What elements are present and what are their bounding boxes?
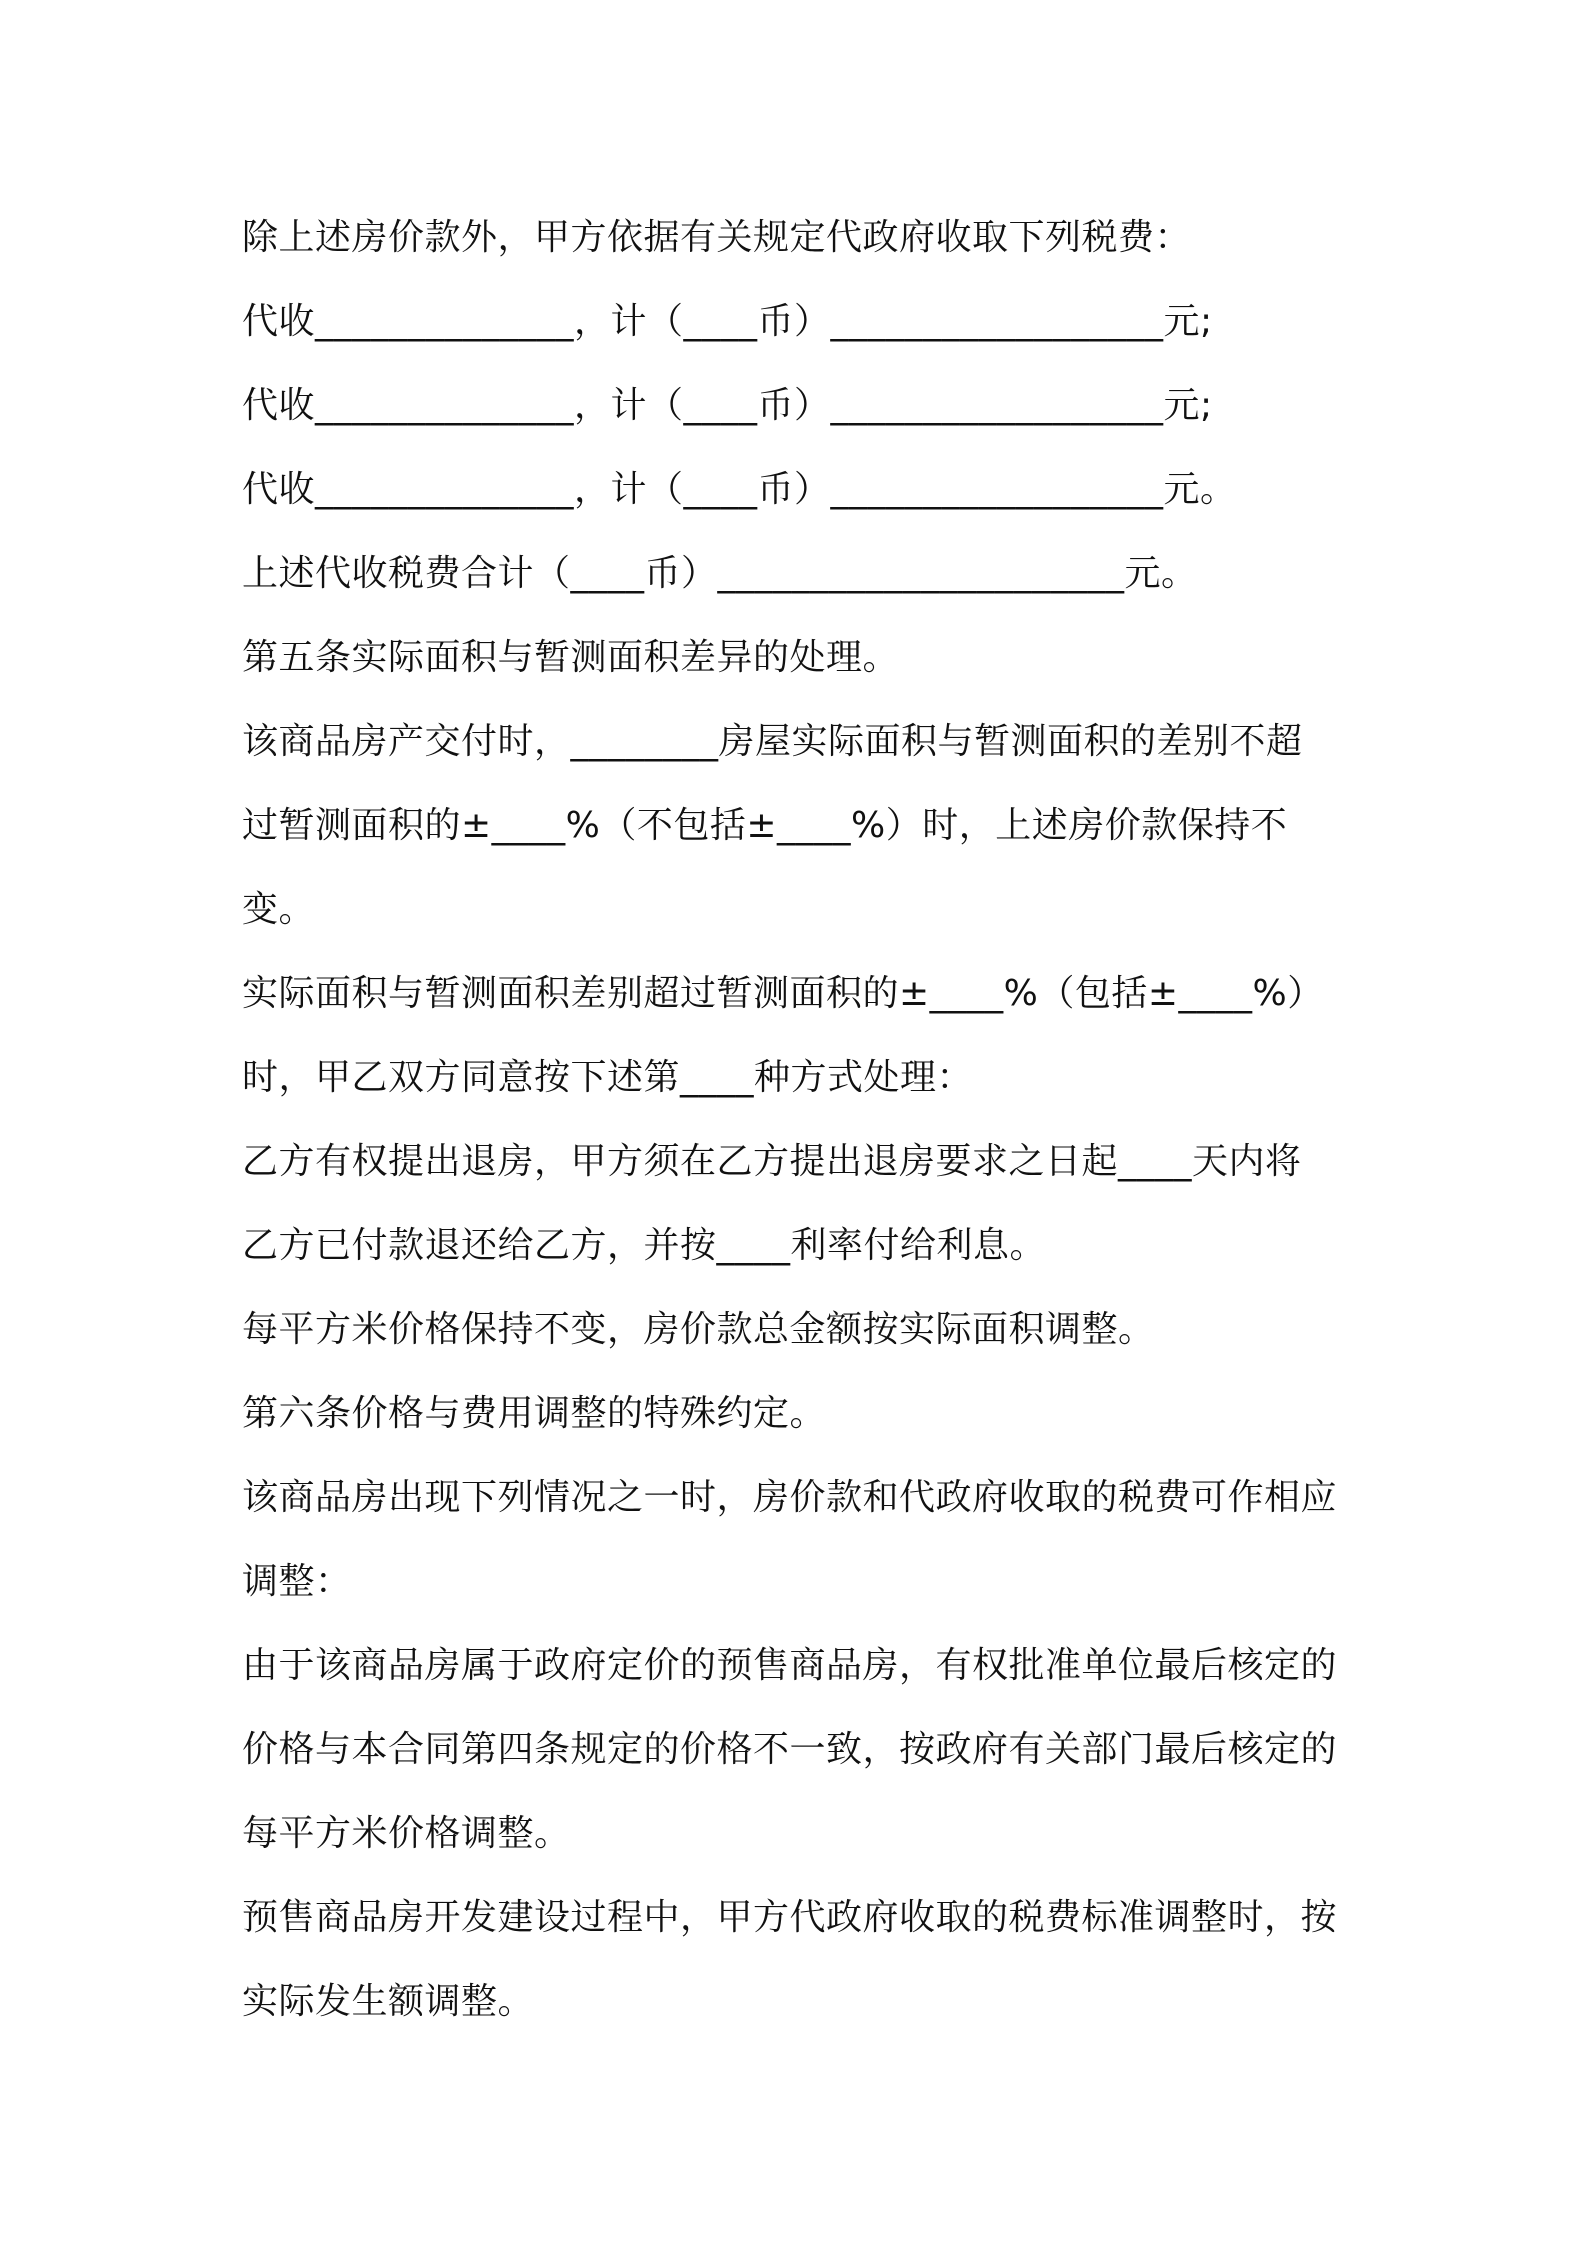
paragraph-line: 过暂测面积的±____%（不包括±____%）时，上述房价款保持不 <box>242 805 1288 846</box>
paragraph-line: 每平方米价格调整。 <box>242 1813 571 1854</box>
paragraph-line: 该商品房出现下列情况之一时，房价款和代政府收取的税费可作相应 <box>242 1477 1338 1518</box>
paragraph-line: 时，甲乙双方同意按下述第____种方式处理： <box>242 1057 974 1098</box>
section-heading: 第六条价格与费用调整的特殊约定。 <box>242 1393 827 1434</box>
document-body <box>242 196 1372 2044</box>
paragraph-line: 该商品房产交付时，________房屋实际面积与暂测面积的差别不超 <box>242 721 1303 762</box>
paragraph-line: 调整： <box>242 1561 352 1602</box>
paragraph-line: 乙方已付款退还给乙方，并按____利率付给利息。 <box>242 1225 1047 1266</box>
paragraph-line: 除上述房价款外，甲方依据有关规定代政府收取下列税费： <box>242 217 1192 258</box>
paragraph-line: 预售商品房开发建设过程中，甲方代政府收取的税费标准调整时，按 <box>242 1897 1338 1938</box>
paragraph-line: 每平方米价格保持不变，房价款总金额按实际面积调整。 <box>242 1309 1155 1350</box>
paragraph-line: 实际面积与暂测面积差别超过暂测面积的±____%（包括±____%） <box>242 973 1324 1014</box>
paragraph-line: 乙方有权提出退房，甲方须在乙方提出退房要求之日起____天内将 <box>242 1141 1302 1182</box>
paragraph-line: 实际发生额调整。 <box>242 1981 535 2022</box>
paragraph-line: 代收______________，计（____币）__________________元; <box>242 385 1213 426</box>
paragraph-line: 变。 <box>242 889 316 930</box>
paragraph-line: 上述代收税费合计（____币）______________________元。 <box>242 553 1198 594</box>
paragraph-line: 代收______________，计（____币）__________________元; <box>242 301 1213 342</box>
paragraph-line: 价格与本合同第四条规定的价格不一致，按政府有关部门最后核定的 <box>242 1729 1338 1770</box>
paragraph-line: 由于该商品房属于政府定价的预售商品房，有权批准单位最后核定的 <box>242 1645 1338 1686</box>
paragraph-line: 代收______________，计（____币）__________________元。 <box>242 469 1237 510</box>
section-heading: 第五条实际面积与暂测面积差异的处理。 <box>242 637 900 678</box>
